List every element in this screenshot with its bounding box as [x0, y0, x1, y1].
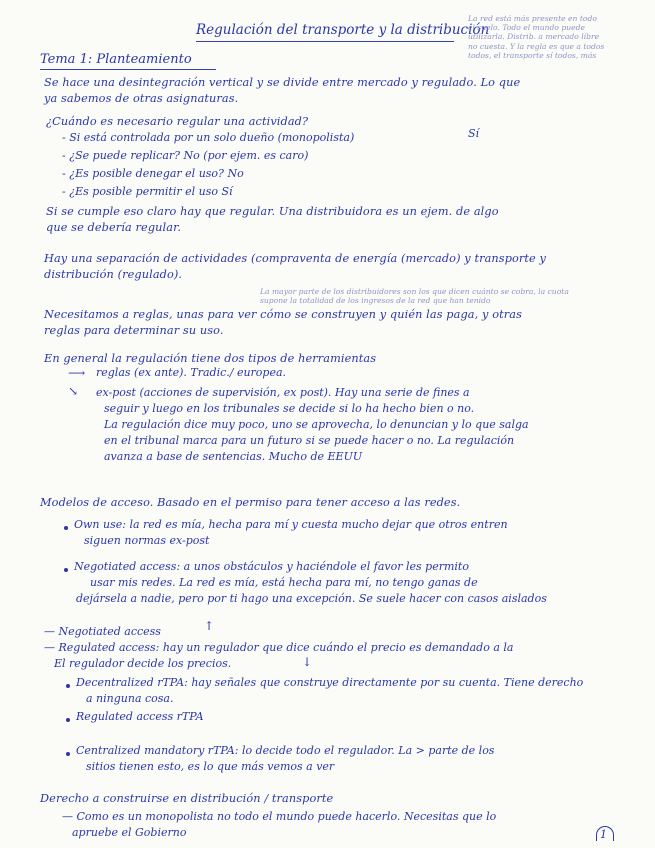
page-title: Regulación del transporte y la distribución [196, 22, 490, 38]
bullet-dot [66, 718, 70, 722]
bullet-dot [64, 526, 68, 530]
paragraph-line: Necesitamos a reglas, unas para ver cómo se construyen y quién las paga, y otras [44, 308, 522, 321]
paragraph-line: que se debería regular. [46, 221, 182, 234]
paragraph-line: Hay una separación de actividades (compraventa de energía (mercado) y transporte y [44, 252, 547, 265]
paragraph-line: reglas para determinar su uso. [44, 324, 224, 337]
paragraph-line: distribución (regulado). [44, 268, 183, 281]
bullet-line: dejársela a nadie, pero por ti hago una excepción. Se suele hacer con casos aislados [76, 592, 547, 605]
section-heading-tema: Tema 1: Planteamiento [40, 52, 192, 67]
margin-note-line: utilizarla. Distrib. a mercado libre [468, 32, 600, 42]
margin-note [468, 14, 604, 60]
margin-note-line: no cuesta. Y la regla es que a todos [468, 41, 605, 51]
question-intro: ¿Cuándo es necesario regular una actividad? [46, 115, 309, 128]
question-answer: Sí [468, 127, 480, 140]
section-heading-derecho: Derecho a construirse en distribución / transporte [40, 792, 334, 805]
bullet-line: Centralized mandatory rTPA: lo decide todo el regulador. La > parte de los [76, 744, 495, 757]
arrow-right-icon: ⟶ [68, 366, 86, 380]
arrow-down-icon: ↓ [302, 655, 313, 669]
paragraph-line: — Como es un monopolista no todo el mundo puede hacerlo. Necesitas que lo [62, 810, 497, 823]
bullet-dot [66, 752, 70, 756]
tool-item-line: La regulación dice muy poco, uno se aprovecha, lo denuncian y lo que salga [104, 418, 529, 431]
bullet-line: Regulated access rTPA [76, 710, 204, 723]
margin-note-line: el suelo. Todo el mundo puede [468, 23, 585, 33]
section-heading-herramientas: En general la regulación tiene dos tipos de herramientas [44, 352, 377, 365]
bullet-line: a ninguna cosa. [86, 692, 174, 705]
bullet-line: Negotiated access: a unos obstáculos y haciéndole el favor les permito [74, 560, 469, 573]
arrow-up-icon: ↑ [204, 619, 215, 633]
paragraph-line: Se hace una desintegración vertical y se divide entre mercado y regulado. Lo que [44, 76, 521, 89]
margin-note-line: todos, el transporte sí todos, más [468, 50, 597, 60]
title-underline [196, 41, 454, 42]
dash-item-line: El regulador decide los precios. [54, 657, 232, 670]
margin-note-line: La red está más presente en todo [468, 14, 597, 23]
page-number: 1 [600, 828, 607, 841]
question-item: - Si está controlada por un solo dueño (monopolista) [62, 131, 355, 144]
bullet-line: Decentralized rTPA: hay señales que construye directamente por su cuenta. Tiene derecho [76, 676, 584, 689]
tool-item: reglas (ex ante). Tradic./ europea. [96, 366, 287, 379]
faint-note [260, 287, 569, 305]
bullet-line: siguen normas ex-post [84, 534, 210, 547]
bullet-line: sitios tienen esto, es lo que más vemos a ver [86, 760, 335, 773]
faint-note-line: La mayor parte de los distribuidores son los que dicen cuánto se cobra, la cuota [260, 287, 569, 296]
arrow-right-icon: ↘ [68, 384, 79, 398]
paragraph-line: ya sabemos de otras asignaturas. [44, 92, 239, 105]
question-item: - ¿Es posible permitir el uso Sí [62, 185, 233, 198]
tool-item-line: avanza a base de sentencias. Mucho de EEUU [104, 450, 363, 463]
paragraph-line: apruebe el Gobierno [72, 826, 187, 839]
tool-item-line: seguir y luego en los tribunales se decide si lo ha hecho bien o no. [104, 402, 475, 415]
tema-underline [40, 69, 216, 70]
bullet-dot [64, 568, 68, 572]
section-heading-modelos: Modelos de acceso. Basado en el permiso para tener acceso a las redes. [40, 496, 461, 509]
bullet-line: Own use: la red es mía, hecha para mí y cuesta mucho dejar que otros entren [74, 518, 508, 531]
question-item: - ¿Se puede replicar? No (por ejem. es caro) [62, 149, 309, 162]
tool-item-line: en el tribunal marca para un futuro si se puede hacer o no. La regulación [104, 434, 515, 447]
bullet-line: usar mis redes. La red es mía, está hecha para mí, no tengo ganas de [90, 576, 478, 589]
dash-item: — Negotiated access [44, 625, 161, 638]
question-item: - ¿Es posible denegar el uso? No [62, 167, 244, 180]
faint-note-line: supone la totalidad de los ingresos de la red que han tenido [260, 296, 491, 306]
paragraph-line: Si se cumple eso claro hay que regular. Una distribuidora es un ejem. de algo [46, 205, 499, 218]
bullet-dot [66, 684, 70, 688]
dash-item: — Regulated access: hay un regulador que dice cuándo el precio es demandado a la [44, 641, 514, 654]
tool-item-line: ex-post (acciones de supervisión, ex post). Hay una serie de fines a [96, 386, 470, 399]
